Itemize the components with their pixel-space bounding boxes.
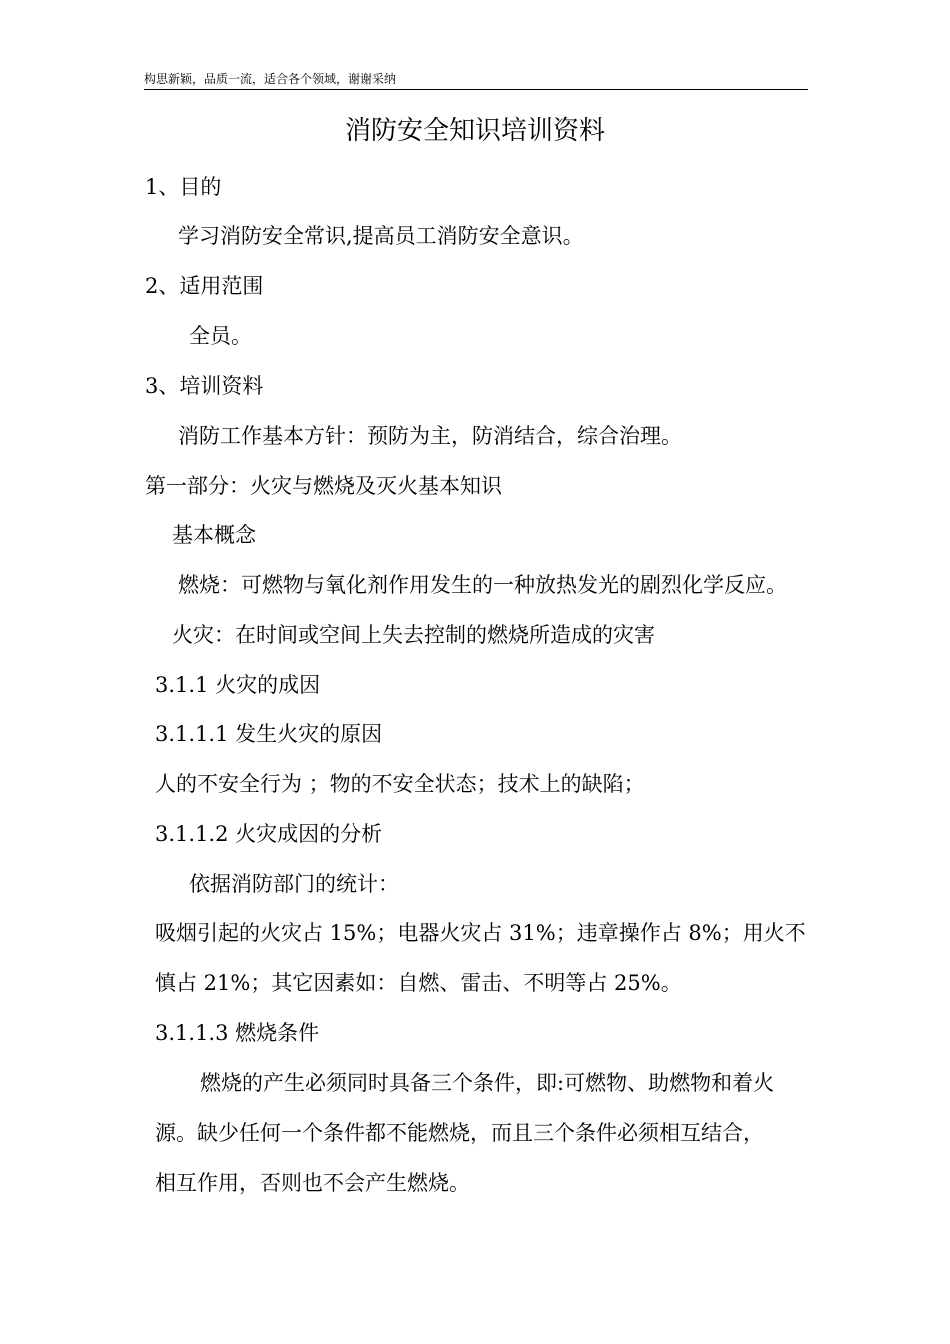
section-heading-purpose: 1、目的: [145, 175, 222, 199]
paragraph-statistics-line-1: 吸烟引起的火灾占 15%；电器火灾占 31%；违章操作占 8%；用火不: [155, 921, 806, 945]
heading-3-1-1-1: 3.1.1.1 发生火灾的原因: [155, 722, 383, 746]
subheading-basic-concepts: 基本概念: [172, 523, 256, 547]
document-title: 消防安全知识培训资料: [344, 116, 605, 146]
section-heading-scope: 2、适用范围: [145, 274, 264, 298]
paragraph-policy: 消防工作基本方针：预防为主，防消结合，综合治理。: [178, 424, 682, 448]
definition-combustion: 燃烧：可燃物与氧化剂作用发生的一种放热发光的剧烈化学反应。: [178, 573, 787, 597]
paragraph-purpose: 学习消防安全常识,提高员工消防安全意识。: [178, 224, 584, 248]
paragraph-conditions-line-1: 燃烧的产生必须同时具备三个条件，即:可燃物、助燃物和着火: [200, 1071, 775, 1095]
heading-3-1-1: 3.1.1 火灾的成因: [155, 673, 321, 697]
paragraph-conditions-line-3: 相互作用，否则也不会产生燃烧。: [155, 1171, 470, 1195]
part-one-heading: 第一部分：火灾与燃烧及灭火基本知识: [145, 474, 502, 498]
section-heading-training: 3、培训资料: [145, 374, 264, 398]
heading-3-1-1-3: 3.1.1.3 燃烧条件: [155, 1021, 320, 1045]
paragraph-conditions-line-2: 源。缺少任何一个条件都不能燃烧，而且三个条件必须相互结合，: [155, 1121, 764, 1145]
paragraph-statistics-line-2: 慎占 21%；其它因素如：自燃、雷击、不明等占 25%。: [155, 971, 682, 995]
paragraph-statistics-intro: 依据消防部门的统计：: [189, 872, 399, 896]
paragraph-scope: 全员。: [189, 324, 252, 348]
paragraph-causes: 人的不安全行为 ；物的不安全状态；技术上的缺陷；: [155, 772, 645, 796]
page-header: [144, 72, 808, 90]
definition-fire: 火灾：在时间或空间上失去控制的燃烧所造成的灾害: [172, 623, 655, 647]
header-text: 构思新颖，品质一流，适合各个领域，谢谢采纳: [144, 72, 397, 86]
heading-3-1-1-2: 3.1.1.2 火灾成因的分析: [155, 822, 383, 846]
